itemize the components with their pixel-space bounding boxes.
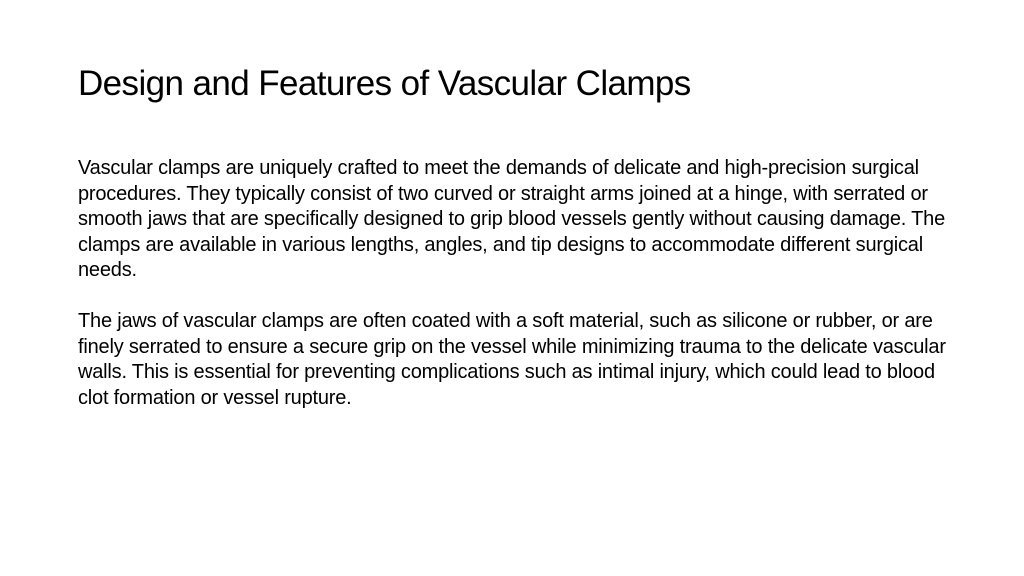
slide-body <box>78 156 958 411</box>
body-paragraph-2: The jaws of vascular clamps are often coated with a soft material, such as silicone or rubber, or are finely serrated to ensure a secure grip on the vessel while minimizing trauma to the delicate vascular walls. This is essential for preventing complications such as intimal injury, which could lead to blood clot formation or vessel rupture. <box>78 309 946 409</box>
body-paragraph-1: Vascular clamps are uniquely crafted to meet the demands of delicate and high-precision surgical procedures. They typically consist of two curved or straight arms joined at a hinge, with serrated or smooth jaws that are specifically designed to grip blood vessels gently without causing damage. The clamps are available in various lengths, angles, and tip designs to accommodate different surgical needs. <box>78 157 945 282</box>
slide-title: Design and Features of Vascular Clamps <box>78 64 691 103</box>
